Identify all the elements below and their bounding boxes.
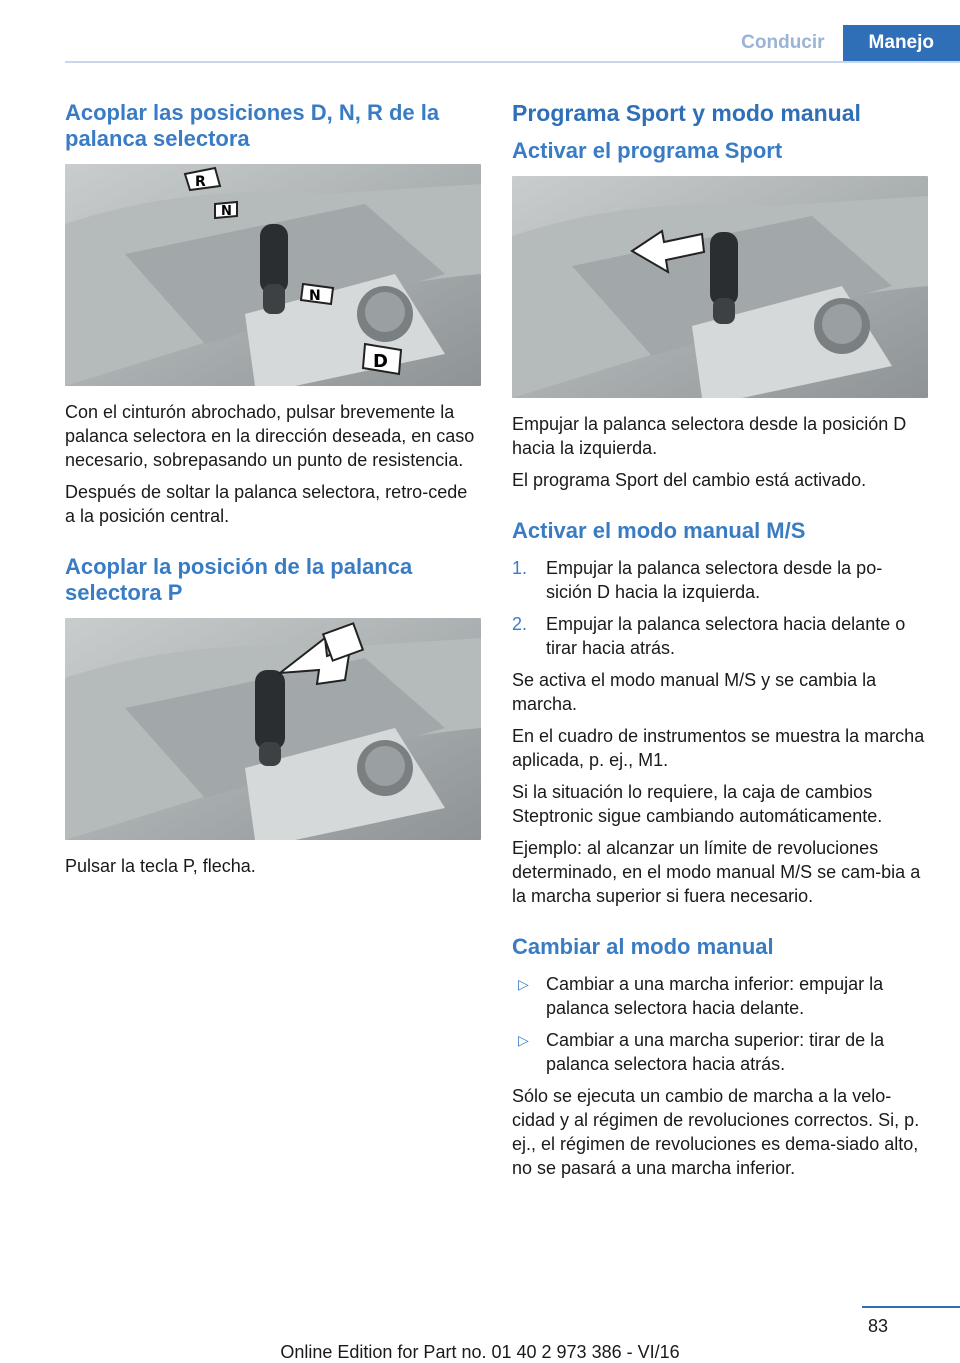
step-text: Empujar la palanca selectora hacia delante o tirar hacia atrás. [546,614,906,658]
list-item [512,612,928,660]
label-n-lower: N [309,288,321,304]
footer-divider [862,1306,960,1308]
figure-sport-program [512,176,928,398]
steps-list [512,556,928,660]
list-item [512,556,928,604]
paragraph-retrocede: Después de soltar la palanca selectora, retro‐cede a la posición central. [65,482,468,526]
paragraph-tecla-p: Pulsar la tecla P, flecha. [65,856,256,876]
list-item [512,972,928,1020]
paragraph-steptronic: Si la situación lo requiere, la caja de cambios Steptronic sigue cambiando automáticamente. [512,782,883,826]
step-number: 2. [512,614,528,634]
sport-program-illustration [512,176,928,398]
list-item [512,1028,928,1076]
paragraph-se-activa: Se activa el modo manual M/S y se cambia la marcha. [512,670,877,714]
footer-edition: Online Edition for Part no. 01 40 2 973 386 - VI/16 [280,1342,680,1362]
page-number: 83 [867,1316,888,1336]
heading-cambiar-manual: Cambiar al modo manual [512,934,774,959]
tab-conducir[interactable]: Conducir [723,25,842,61]
figure-selector-lever-p [65,618,481,840]
heading-programa-sport: Programa Sport y modo manual [512,100,861,126]
figure-selector-lever-dnr [65,164,481,386]
tab-manejo[interactable]: Manejo [843,25,960,61]
heading-acoplar-p: Acoplar la posición de la palanca selectora P [65,554,413,605]
paragraph-cinturon: Con el cinturón abrochado, pulsar brevemente la palanca selectora en la dirección deseada, en caso necesario, sobrepasando un punto de resistencia. [65,402,475,470]
bullet-text: Cambiar a una marcha superior: tirar de la palanca selectora hacia atrás. [546,1030,885,1074]
triangle-bullet-icon: ▷ [518,1032,529,1048]
selector-lever-dnr-illustration [65,164,481,386]
header-divider [65,61,960,63]
label-r: R [195,174,206,190]
bullet-list [512,972,928,1076]
bullet-text: Cambiar a una marcha inferior: empujar la palanca selectora hacia delante. [546,974,884,1018]
right-column [512,100,928,1188]
paragraph-ejemplo: Ejemplo: al alcanzar un límite de revoluciones determinado, en el modo manual M/S se cam‐bia a la marcha superior si fuera necesario. [512,838,921,906]
heading-activar-manual: Activar el modo manual M/S [512,518,806,543]
heading-acoplar-dnr: Acoplar las posiciones D, N, R de la palanca selectora [65,100,440,151]
paragraph-sport-activado: El programa Sport del cambio está activado. [512,470,867,490]
paragraph-solo-se-ejecuta: Sólo se ejecuta un cambio de marcha a la velo‐cidad y al régimen de revoluciones correctos. Si, p. ej., el régimen de revoluciones es dema‐siado alto, no se pasará a una marcha inferior. [512,1086,920,1178]
paragraph-empujar-izquierda: Empujar la palanca selectora desde la posición D hacia la izquierda. [512,414,907,458]
step-number: 1. [512,558,528,578]
heading-activar-sport: Activar el programa Sport [512,138,783,163]
triangle-bullet-icon: ▷ [518,976,529,992]
header-tabs [723,25,960,61]
selector-lever-p-illustration [65,618,481,840]
paragraph-cuadro-instrumentos: En el cuadro de instrumentos se muestra la marcha aplicada, p. ej., M1. [512,726,925,770]
step-text: Empujar la palanca selectora desde la po‐sición D hacia la izquierda. [546,558,883,602]
label-n-upper: N [221,204,232,219]
label-d: D [373,351,388,372]
left-column [65,100,481,886]
